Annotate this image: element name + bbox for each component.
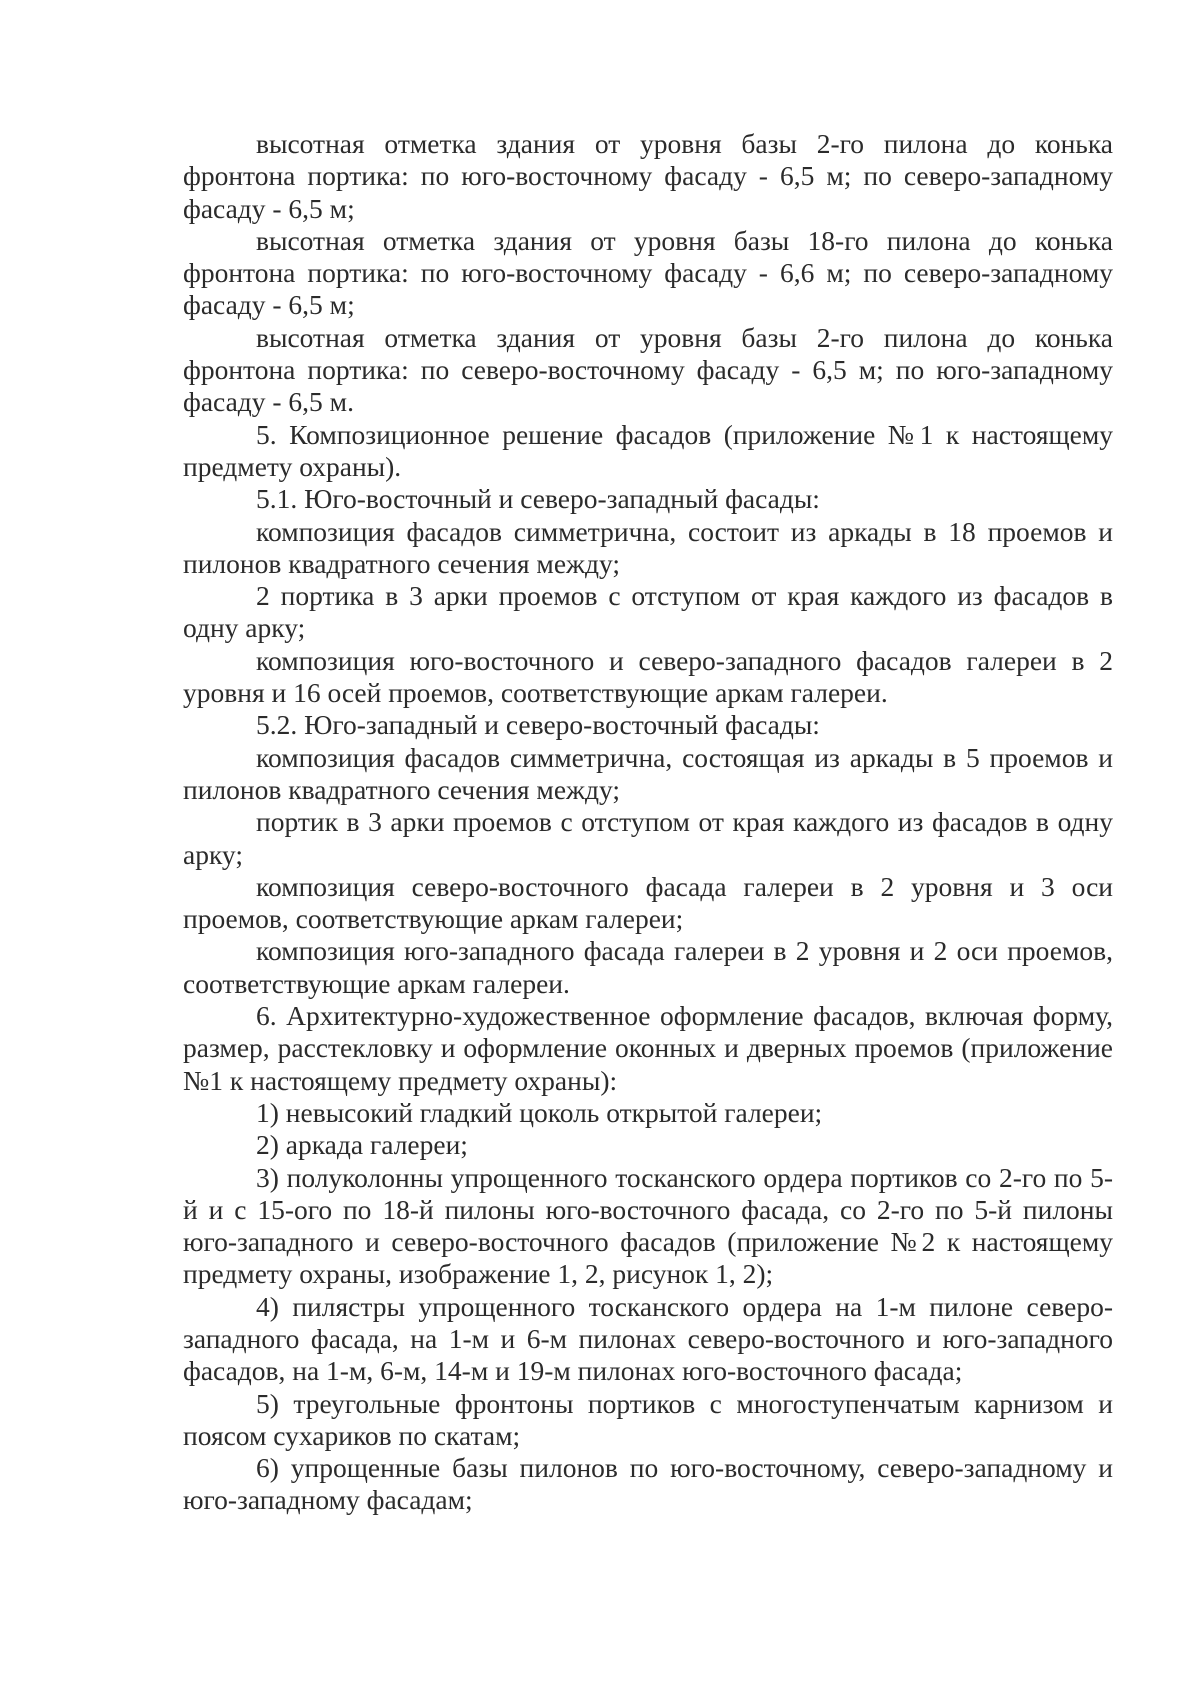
list-item-1: 1) невысокий гладкий цоколь открытой галереи; [256, 1096, 823, 1128]
paragraph-gallery-sw: композиция юго-западного фасада галереи в 2 уровня и 2 оси проемов, соответствующие аркам галереи. [183, 935, 1113, 999]
list-item-3: 3) полуколонны упрощенного тосканского ордера портиков со 2-го по 5-й и с 15-ого по 18-й пилоны юго-восточного фасада, со 2-го по 5-й пилоны юго-западного и северо-восточного фасадов (приложение №2 к настоящему предмету охраны, изображение 1, 2, рисунок 1, 2); [183, 1161, 1113, 1290]
paragraph-section-5-1: 5.1. Юго-восточный и северо-западный фасады: [256, 483, 820, 515]
list-item-2: 2) аркада галереи; [256, 1129, 468, 1161]
paragraph-section-5: 5. Композиционное решение фасадов (приложение №1 к настоящему предмету охраны). [183, 418, 1113, 482]
list-item-5: 5) треугольные фронтоны портиков с многоступенчатым карнизом и поясом сухариков по скатам; [183, 1387, 1113, 1451]
paragraph-section-5-2: 5.2. Юго-западный и северо-восточный фасады: [256, 709, 820, 741]
paragraph-composition-2: композиция фасадов симметрична, состоящая из аркады в 5 проемов и пилонов квадратного сечения между; [183, 741, 1113, 805]
paragraph-height-mark-3: высотная отметка здания от уровня базы 2-го пилона до конька фронтона портика: по северо-восточному фасаду - 6,5 м; по юго-западному фасаду - 6,5 м. [183, 321, 1113, 418]
paragraph-composition-1: композиция фасадов симметрична, состоит из аркады в 18 проемов и пилонов квадратного сечения между; [183, 515, 1113, 579]
paragraph-porticos-1: 2 портика в 3 арки проемов с отступом от края каждого из фасадов в одну арку; [183, 580, 1113, 644]
list-item-6: 6) упрощенные базы пилонов по юго-восточному, северо-западному и юго-западному фасадам; [183, 1452, 1113, 1516]
paragraph-section-6: 6. Архитектурно-художественное оформление фасадов, включая форму, размер, расстекловку и оформление оконных и дверных проемов (приложение №1 к настоящему предмету охраны): [183, 1000, 1113, 1096]
paragraph-portico-2: портик в 3 арки проемов с отступом от края каждого из фасадов в одну арку; [183, 806, 1113, 870]
paragraph-gallery-ne: композиция северо-восточного фасада галереи в 2 уровня и 3 оси проемов, соответствующие аркам галереи; [183, 870, 1113, 935]
paragraph-height-mark-1: высотная отметка здания от уровня базы 2-го пилона до конька фронтона портика: по юго-восточному фасаду - 6,5 м; по северо-западному фасаду - 6,5 м; [183, 128, 1113, 224]
paragraph-gallery-1: композиция юго-восточного и северо-западного фасадов галереи в 2 уровня и 16 осей проемов, соответствующие аркам галереи. [183, 644, 1113, 709]
document-body [183, 128, 1113, 1517]
list-item-4: 4) пилястры упрощенного тосканского ордера на 1-м пилоне северо-западного фасада, на 1-м и 6-м пилонах северо-восточного и юго-западного фасадов, на 1-м, 6-м, 14-м и 19-м пилонах юго-восточного фасада; [183, 1290, 1113, 1387]
paragraph-height-mark-2: высотная отметка здания от уровня базы 18-го пилона до конька фронтона портика: по юго-восточному фасаду - 6,6 м; по северо-западному фасаду - 6,5 м; [183, 224, 1113, 321]
